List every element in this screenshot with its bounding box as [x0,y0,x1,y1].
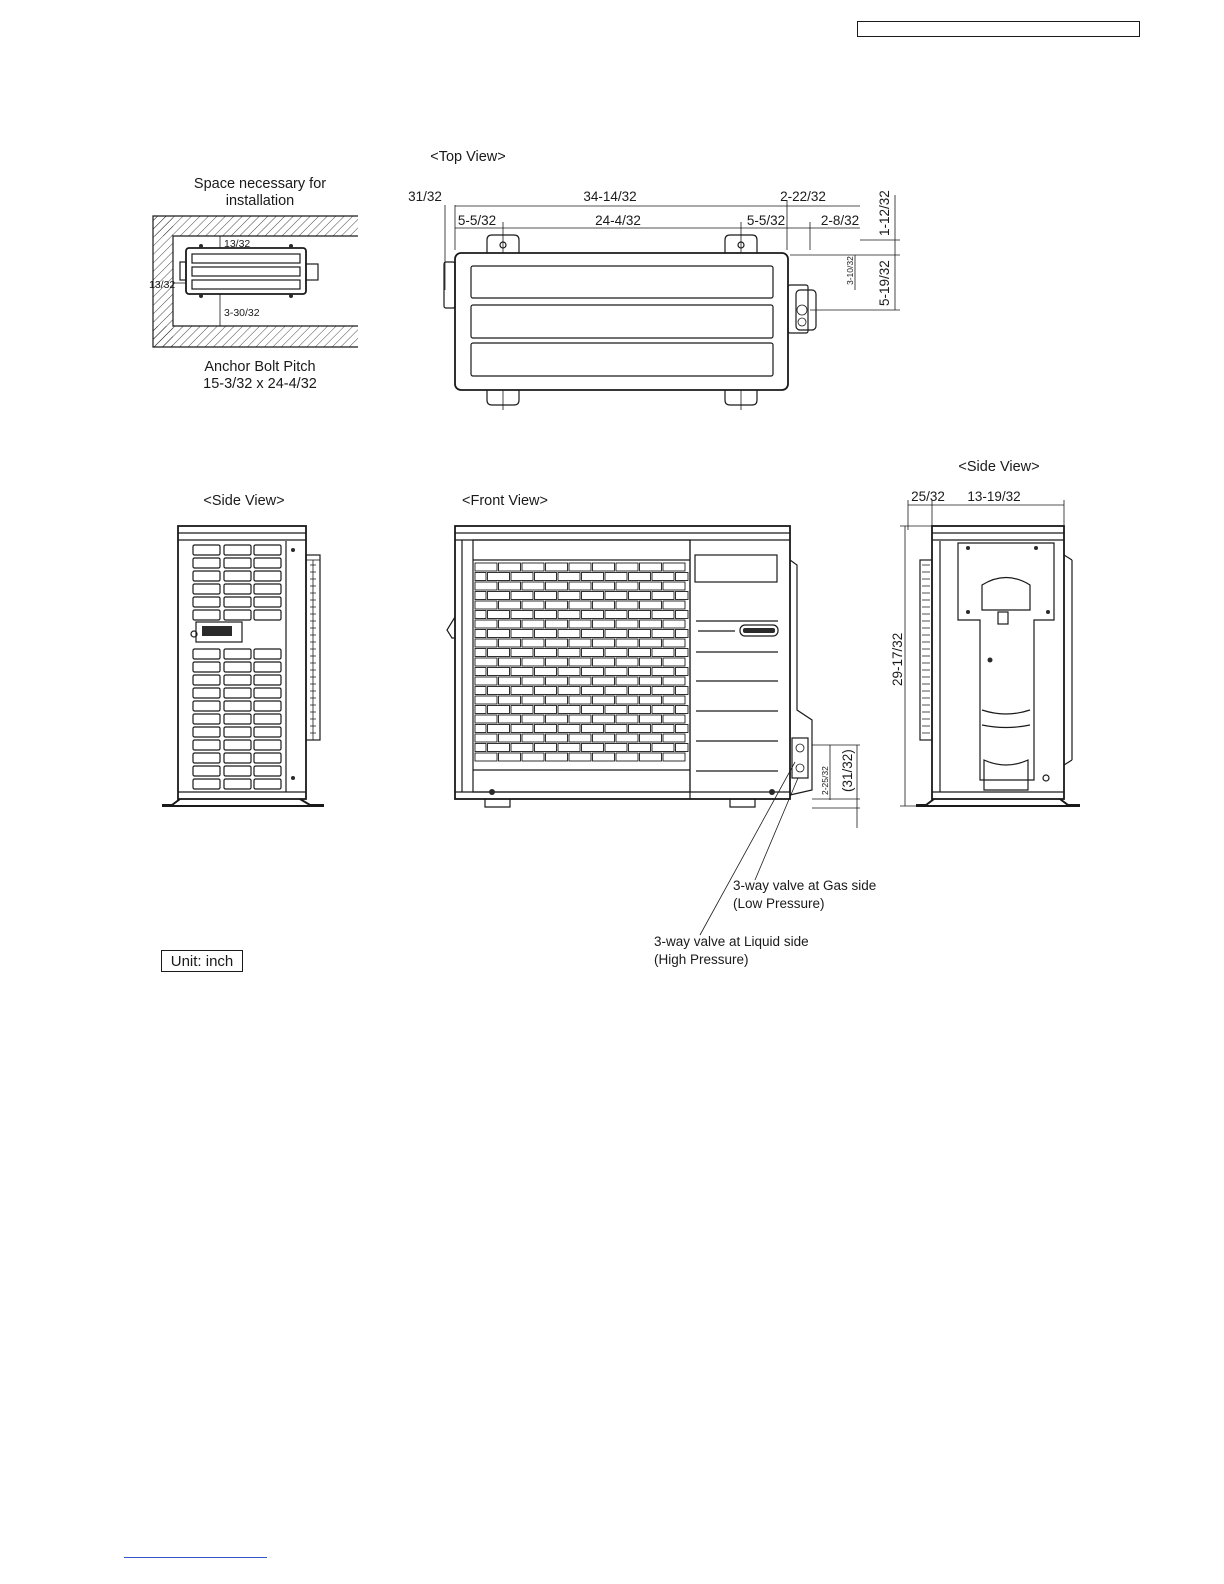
grille-slot [193,727,220,737]
grille-cell [522,696,544,704]
grille-cell [558,630,580,638]
grille-cell [488,725,510,733]
grille-slot [254,571,281,581]
grille-cell [663,753,685,761]
grille-slot [224,571,251,581]
top-dim-v3: 5-19/32 [877,260,892,306]
grille-cell [652,592,674,600]
grille-slot [224,649,251,659]
grille-cell [629,630,651,638]
grille-cell [629,592,651,600]
side-view-left [162,493,324,806]
grille-cell [663,734,685,742]
grille-cell [676,649,689,657]
grille-cell [475,649,486,657]
grille-cell [663,658,685,666]
grille-cell [582,649,604,657]
grille-slot [254,558,281,568]
grille-cell [582,744,604,752]
grille-cell [475,706,486,714]
install-dim-top: 13/32 [224,238,251,250]
grille-cell [488,573,510,581]
grille-cell [558,744,580,752]
grille-cell [640,658,662,666]
grille-cell [663,677,685,685]
grille-cell [593,715,615,723]
grille-cell [499,601,521,609]
grille-cell [511,668,533,676]
grille-cell [511,573,533,581]
grille-cell [629,649,651,657]
grille-cell [499,696,521,704]
grille-cell [663,696,685,704]
grille-slot [193,571,220,581]
grille-cell [522,620,544,628]
grille-slot [224,688,251,698]
grille-cell [569,753,591,761]
grille-cell [663,601,685,609]
grille-cell [629,611,651,619]
grille-cell [535,592,557,600]
grille-cell [511,687,533,695]
grille-cell [488,630,510,638]
grille-cell [640,734,662,742]
grille-cell [546,734,568,742]
grille-cell [522,582,544,590]
side-view-right [890,459,1080,806]
grille-cell [652,687,674,695]
top-dim-v1: 1-12/32 [877,190,892,236]
grille-cell [582,630,604,638]
grille-cell [546,753,568,761]
grille-cell [546,620,568,628]
front-fan-grille [475,563,688,761]
grille-cell [488,611,510,619]
side-view-left-title: <Side View> [203,493,285,509]
grille-cell [629,687,651,695]
grille-cell [640,582,662,590]
grille-cell [488,687,510,695]
grille-cell [475,611,486,619]
grille-slot [224,766,251,776]
top-dim-pitch: 24-4/32 [595,213,641,228]
grille-cell [629,744,651,752]
grille-cell [605,744,627,752]
grille-cell [616,753,638,761]
grille-cell [582,668,604,676]
grille-cell [652,649,674,657]
grille-cell [558,725,580,733]
grille-cell [652,744,674,752]
front-dim-valve-c: (31/32) [840,749,855,792]
front-view [447,493,876,967]
grille-slot [224,701,251,711]
grille-slot [254,779,281,789]
grille-cell [488,592,510,600]
grille-cell [652,573,674,581]
grille-cell [535,649,557,657]
install-dim-left: 13/32 [149,279,176,291]
grille-cell [616,639,638,647]
front-view-title: <Front View> [462,493,548,509]
install-title-line2: installation [225,193,295,209]
callout-gas-line2: (Low Pressure) [733,896,825,911]
grille-cell [499,677,521,685]
grille-cell [475,639,497,647]
grille-cell [629,706,651,714]
grille-cell [605,649,627,657]
grille-cell [522,753,544,761]
anchor-bolt-value: 15-3/32 x 24-4/32 [203,376,317,392]
grille-cell [488,744,510,752]
grille-cell [546,582,568,590]
grille-cell [569,601,591,609]
grille-slot [193,610,220,620]
grille-slot [193,675,220,685]
grille-cell [546,658,568,666]
grille-cell [522,601,544,609]
grille-slot [224,675,251,685]
grille-cell [569,658,591,666]
grille-cell [593,753,615,761]
grille-cell [511,725,533,733]
grille-cell [640,753,662,761]
grille-cell [558,649,580,657]
grille-cell [569,734,591,742]
grille-cell [535,687,557,695]
grille-cell [535,744,557,752]
grille-slot [254,662,281,672]
grille-slot [224,558,251,568]
grille-cell [676,725,689,733]
grille-cell [652,725,674,733]
top-dim-right-b: 2-8/32 [820,213,860,228]
front-dim-valve-a: 2-25/32 [820,766,830,795]
grille-cell [475,658,497,666]
grille-cell [511,706,533,714]
grille-slot [193,701,220,711]
top-dim-v2: 3-10/32 [845,256,855,285]
grille-slot [254,649,281,659]
grille-slot [254,675,281,685]
grille-cell [616,696,638,704]
grille-cell [616,734,638,742]
grille-slot [224,714,251,724]
grille-cell [593,696,615,704]
top-dim-right-a: 2-22/32 [780,189,826,204]
grille-cell [663,620,685,628]
grille-slot [193,597,220,607]
grille-cell [593,639,615,647]
top-dim-overall: 34-14/32 [583,189,637,204]
side-right-dim-b: 13-19/32 [967,489,1021,504]
grille-slot [254,740,281,750]
grille-cell [569,563,591,571]
grille-cell [475,563,497,571]
grille-slot [193,649,220,659]
grille-cell [640,601,662,609]
grille-slot [254,545,281,555]
grille-cell [558,668,580,676]
grille-cell [475,696,497,704]
grille-cell [535,611,557,619]
grille-cell [558,573,580,581]
grille-cell [475,687,486,695]
grille-cell [546,639,568,647]
grille-slot [254,688,281,698]
grille-slot [224,597,251,607]
grille-cell [676,668,689,676]
grille-cell [582,573,604,581]
grille-cell [663,639,685,647]
grille-slot [254,701,281,711]
grille-cell [569,715,591,723]
grille-cell [605,725,627,733]
grille-cell [616,582,638,590]
side-right-dim-a: 25/32 [911,489,945,504]
top-dim-left-foot: 5-5/32 [457,213,497,228]
grille-cell [593,601,615,609]
grille-cell [629,668,651,676]
grille-cell [676,687,689,695]
grille-cell [569,696,591,704]
grille-slot [224,662,251,672]
grille-cell [605,630,627,638]
grille-cell [535,706,557,714]
grille-slot [254,727,281,737]
grille-cell [511,630,533,638]
grille-slot [224,779,251,789]
grille-cell [582,725,604,733]
install-dim-bottom: 3-30/32 [224,307,260,319]
grille-cell [640,620,662,628]
grille-slot [224,545,251,555]
grille-cell [605,668,627,676]
grille-cell [569,677,591,685]
grille-cell [616,715,638,723]
grille-slot [193,558,220,568]
grille-cell [499,658,521,666]
grille-cell [535,725,557,733]
grille-cell [511,649,533,657]
grille-cell [582,611,604,619]
grille-slot [193,740,220,750]
grille-slot [254,597,281,607]
grille-slot [254,610,281,620]
grille-cell [522,715,544,723]
grille-cell [546,601,568,609]
grille-slot [224,753,251,763]
side-view-right-title: <Side View> [958,459,1040,475]
grille-cell [605,592,627,600]
install-title-line1: Space necessary for [193,176,327,192]
grille-slot [193,766,220,776]
grille-cell [499,715,521,723]
grille-slot [224,740,251,750]
grille-cell [663,582,685,590]
grille-cell [640,677,662,685]
grille-cell [605,573,627,581]
grille-cell [475,668,486,676]
grille-cell [640,563,662,571]
grille-cell [475,725,486,733]
grille-cell [676,573,689,581]
grille-cell [488,668,510,676]
grille-cell [546,715,568,723]
grille-cell [558,592,580,600]
grille-cell [569,582,591,590]
top-view-title: <Top View> [430,149,506,165]
grille-cell [475,744,486,752]
grille-cell [663,715,685,723]
grille-cell [522,639,544,647]
grille-slot [193,662,220,672]
grille-slot [193,545,220,555]
installation-space-diagram [149,176,358,392]
anchor-bolt-label: Anchor Bolt Pitch [204,359,316,375]
grille-slot [224,584,251,594]
grille-cell [546,696,568,704]
grille-cell [546,677,568,685]
grille-cell [676,630,689,638]
grille-cell [475,592,486,600]
top-dim-31-32: 31/32 [408,189,442,204]
grille-cell [652,630,674,638]
grille-cell [499,639,521,647]
grille-cell [593,734,615,742]
grille-cell [558,687,580,695]
grille-cell [475,753,497,761]
callout-gas-line1: 3-way valve at Gas side [733,878,877,893]
grille-cell [605,687,627,695]
grille-cell [616,563,638,571]
grille-cell [629,725,651,733]
grille-cell [535,668,557,676]
grille-cell [522,658,544,666]
grille-cell [475,573,486,581]
grille-cell [652,611,674,619]
grille-cell [616,658,638,666]
side-left-grille [193,545,281,789]
grille-cell [558,706,580,714]
grille-cell [499,563,521,571]
grille-slot [254,753,281,763]
grille-cell [640,639,662,647]
grille-cell [605,611,627,619]
grille-slot [224,727,251,737]
grille-cell [535,630,557,638]
grille-cell [511,611,533,619]
grille-cell [475,630,486,638]
grille-cell [652,706,674,714]
grille-slot [193,688,220,698]
grille-cell [475,677,497,685]
side-right-dim-height: 29-17/32 [890,632,905,686]
grille-cell [616,620,638,628]
grille-cell [475,715,497,723]
grille-cell [558,611,580,619]
grille-cell [511,592,533,600]
grille-cell [488,706,510,714]
grille-slot [254,766,281,776]
grille-cell [652,668,674,676]
grille-cell [522,677,544,685]
side-right-body [932,526,1064,799]
grille-cell [511,744,533,752]
grille-cell [475,601,497,609]
grille-cell [582,687,604,695]
grille-cell [676,611,689,619]
grille-cell [593,582,615,590]
grille-cell [640,715,662,723]
grille-slot [193,584,220,594]
grille-slot [193,753,220,763]
grille-cell [629,573,651,581]
grille-slot [193,714,220,724]
grille-cell [582,592,604,600]
grille-cell [593,658,615,666]
grille-cell [640,696,662,704]
grille-cell [605,706,627,714]
grille-slot [254,584,281,594]
grille-cell [569,620,591,628]
footer-rule [124,1557,267,1558]
grille-cell [475,620,497,628]
grille-cell [593,563,615,571]
grille-cell [499,753,521,761]
grille-cell [676,592,689,600]
grille-cell [663,563,685,571]
grille-cell [522,563,544,571]
grille-cell [522,734,544,742]
grille-slot [224,610,251,620]
grille-cell [593,620,615,628]
top-dim-right-foot: 5-5/32 [746,213,786,228]
grille-cell [616,601,638,609]
grille-slot [254,714,281,724]
grille-cell [582,706,604,714]
grille-cell [475,734,497,742]
grille-cell [535,573,557,581]
grille-cell [546,563,568,571]
callout-liquid-line1: 3-way valve at Liquid side [654,934,809,949]
grille-cell [569,639,591,647]
grille-cell [676,744,689,752]
callout-liquid-line2: (High Pressure) [654,952,749,967]
grille-cell [676,706,689,714]
grille-cell [475,582,497,590]
grille-cell [499,620,521,628]
grille-slot [193,779,220,789]
grille-cell [593,677,615,685]
top-view [408,149,900,410]
unit-label: Unit: inch [161,950,243,972]
grille-cell [499,582,521,590]
grille-cell [616,677,638,685]
grille-cell [499,734,521,742]
grille-cell [488,649,510,657]
